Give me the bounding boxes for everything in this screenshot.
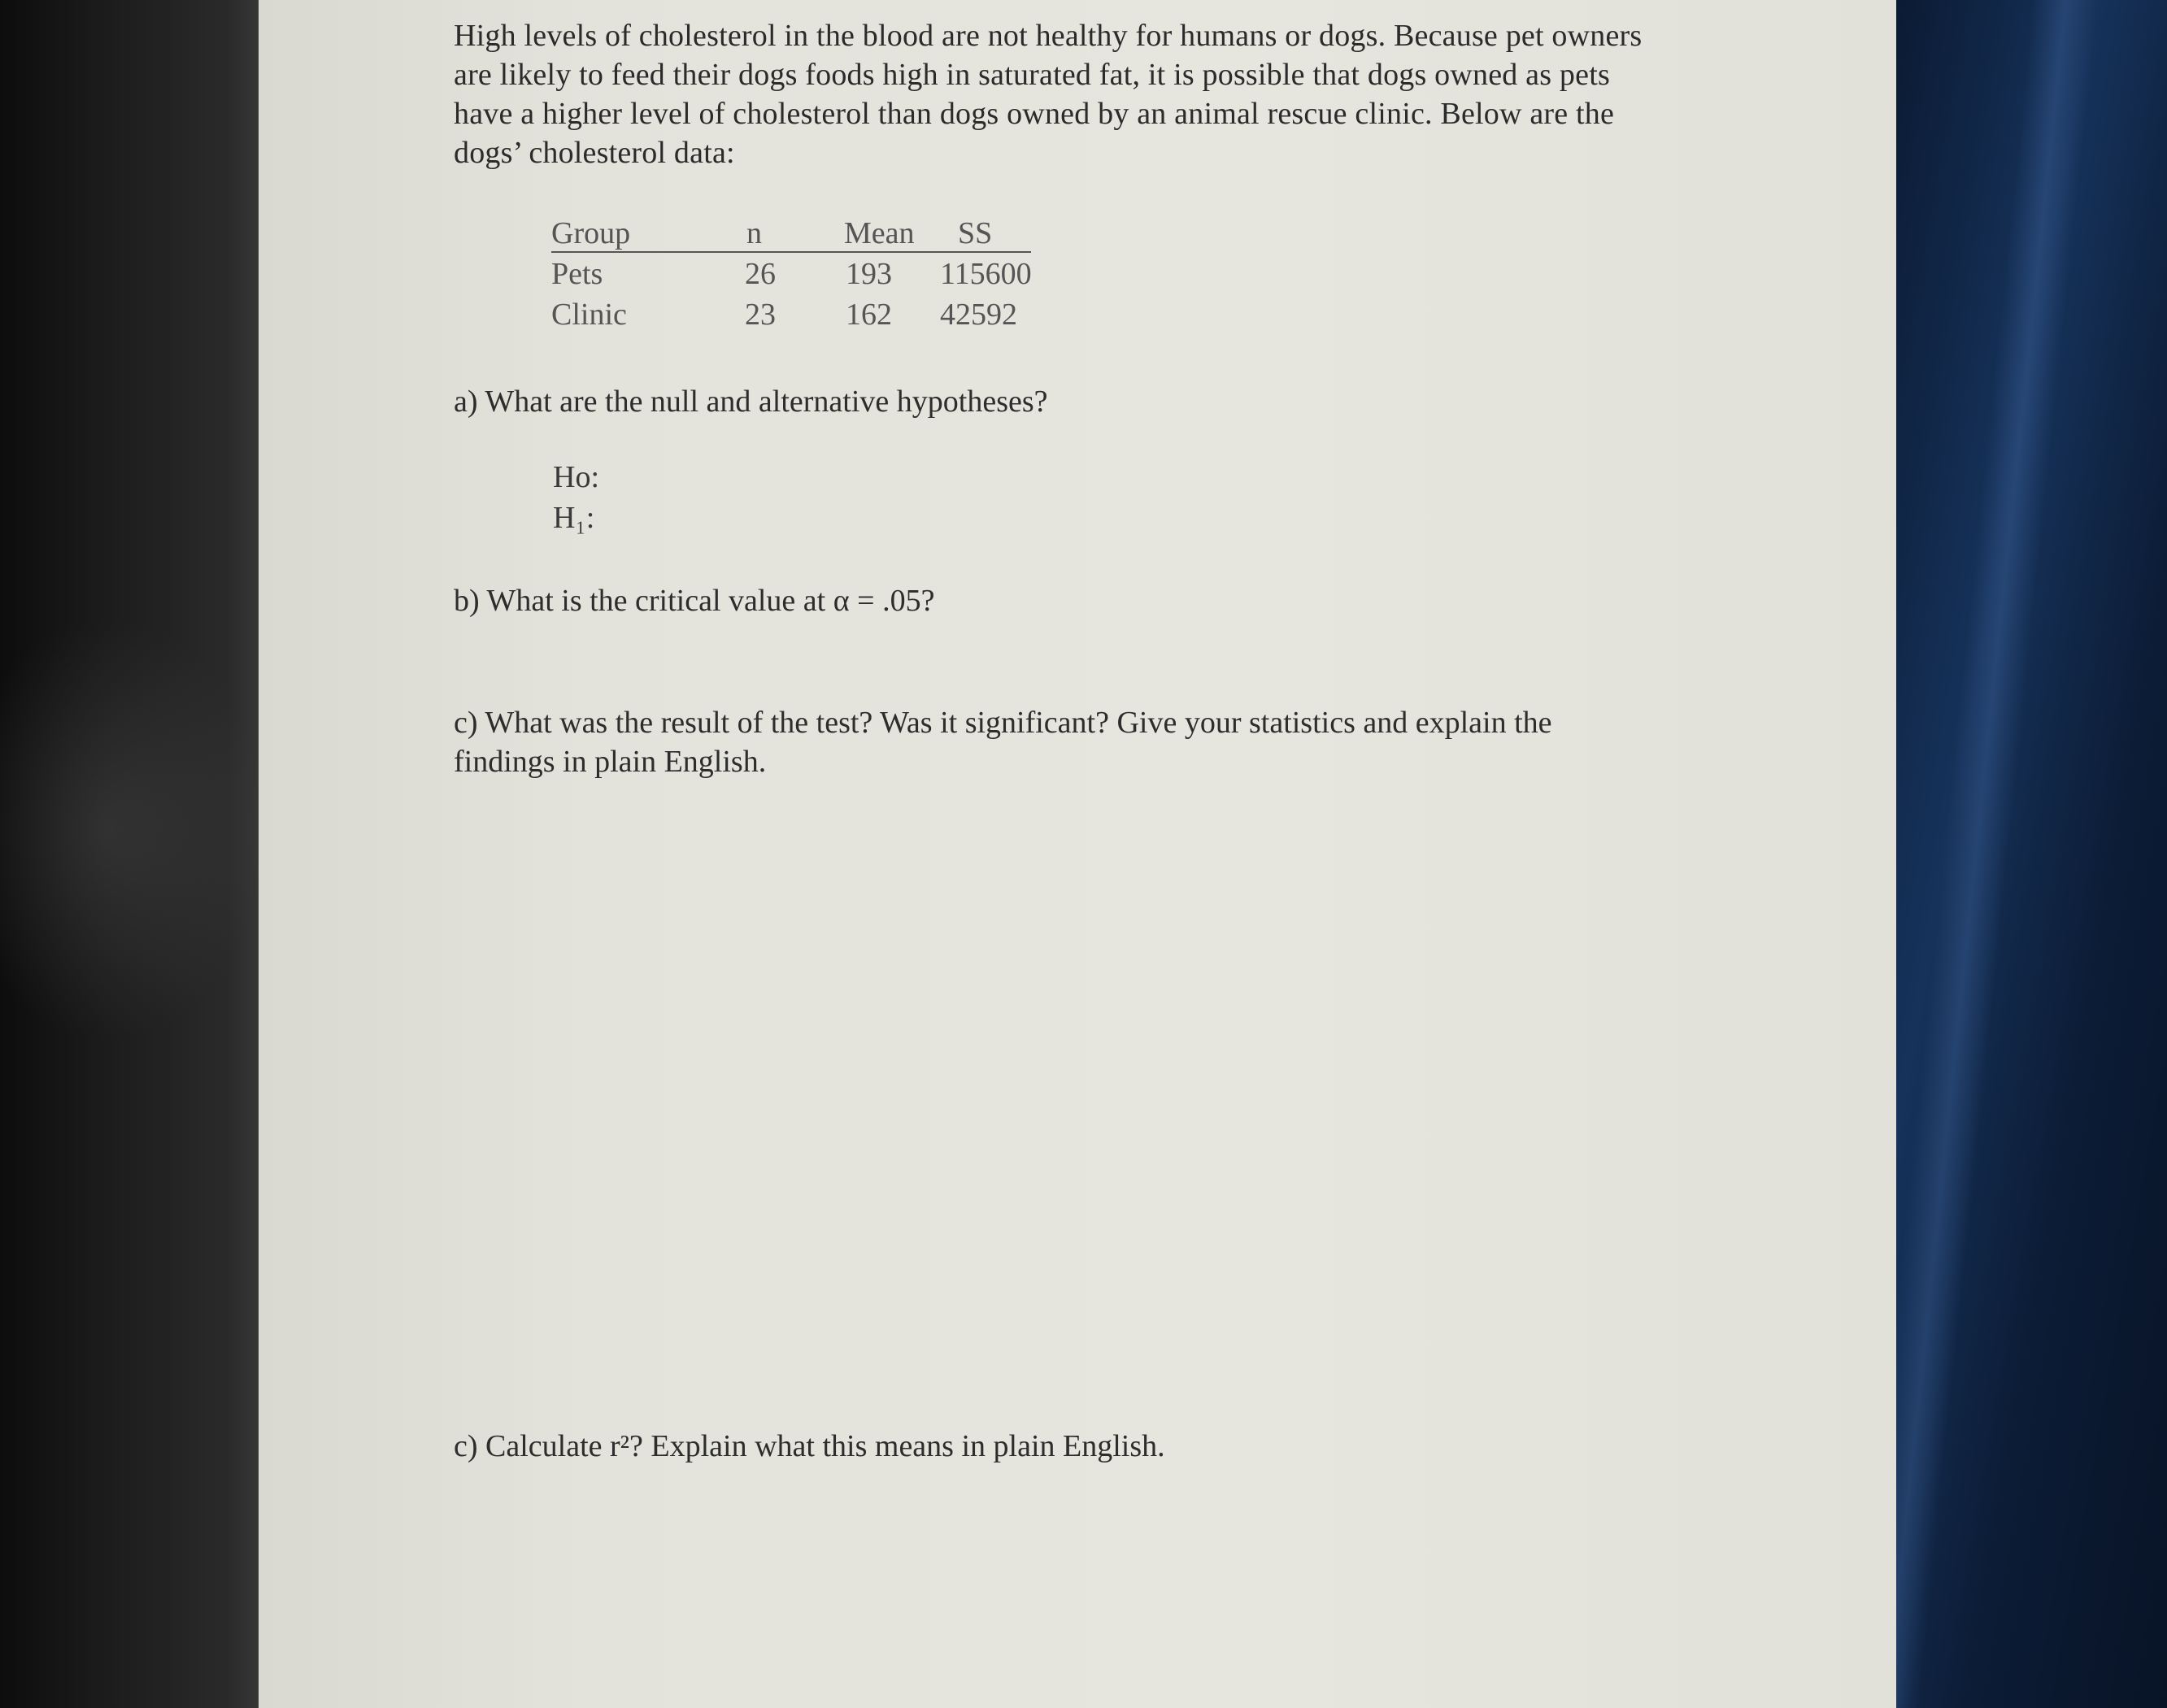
table-header-ss: SS bbox=[958, 216, 993, 250]
question-b: b) What is the critical value at α = .05? bbox=[454, 584, 935, 618]
table-cell-ss: 115600 bbox=[940, 257, 1032, 291]
document-page bbox=[259, 0, 1896, 1708]
table-header-rule bbox=[551, 251, 1031, 253]
table-cell-group: Pets bbox=[551, 257, 603, 291]
question-r-squared: c) Calculate r²? Explain what this means in plain English. bbox=[454, 1429, 1165, 1463]
table-cell-mean: 193 bbox=[846, 257, 892, 291]
question-c-line2: findings in plain English. bbox=[454, 745, 767, 779]
background-right bbox=[1895, 0, 2167, 1708]
null-hypothesis-label: Ho: bbox=[553, 460, 599, 494]
table-header-n: n bbox=[746, 216, 762, 250]
alternative-hypothesis-label: H₁: bbox=[553, 501, 595, 535]
intro-paragraph bbox=[454, 16, 1642, 172]
question-c-line1: c) What was the result of the test? Was it significant? Give your statistics and explain the bbox=[454, 706, 1552, 740]
intro-line: dogs’ cholesterol data: bbox=[454, 136, 735, 170]
intro-line: are likely to feed their dogs foods high in saturated fat, it is possible that dogs owned as pets bbox=[454, 58, 1610, 92]
table-header-group: Group bbox=[551, 216, 631, 250]
table-cell-n: 23 bbox=[745, 298, 776, 332]
background-left bbox=[0, 0, 268, 1708]
intro-line: High levels of cholesterol in the blood are not healthy for humans or dogs. Because pet owners bbox=[454, 19, 1643, 53]
intro-line: have a higher level of cholesterol than dogs owned by an animal rescue clinic. Below are the bbox=[454, 97, 1615, 131]
table-cell-n: 26 bbox=[745, 257, 776, 291]
table-cell-mean: 162 bbox=[846, 298, 892, 332]
table-cell-group: Clinic bbox=[551, 298, 627, 332]
question-a: a) What are the null and alternative hypotheses? bbox=[454, 385, 1048, 419]
table-header-mean: Mean bbox=[844, 216, 915, 250]
table-cell-ss: 42592 bbox=[940, 298, 1017, 332]
